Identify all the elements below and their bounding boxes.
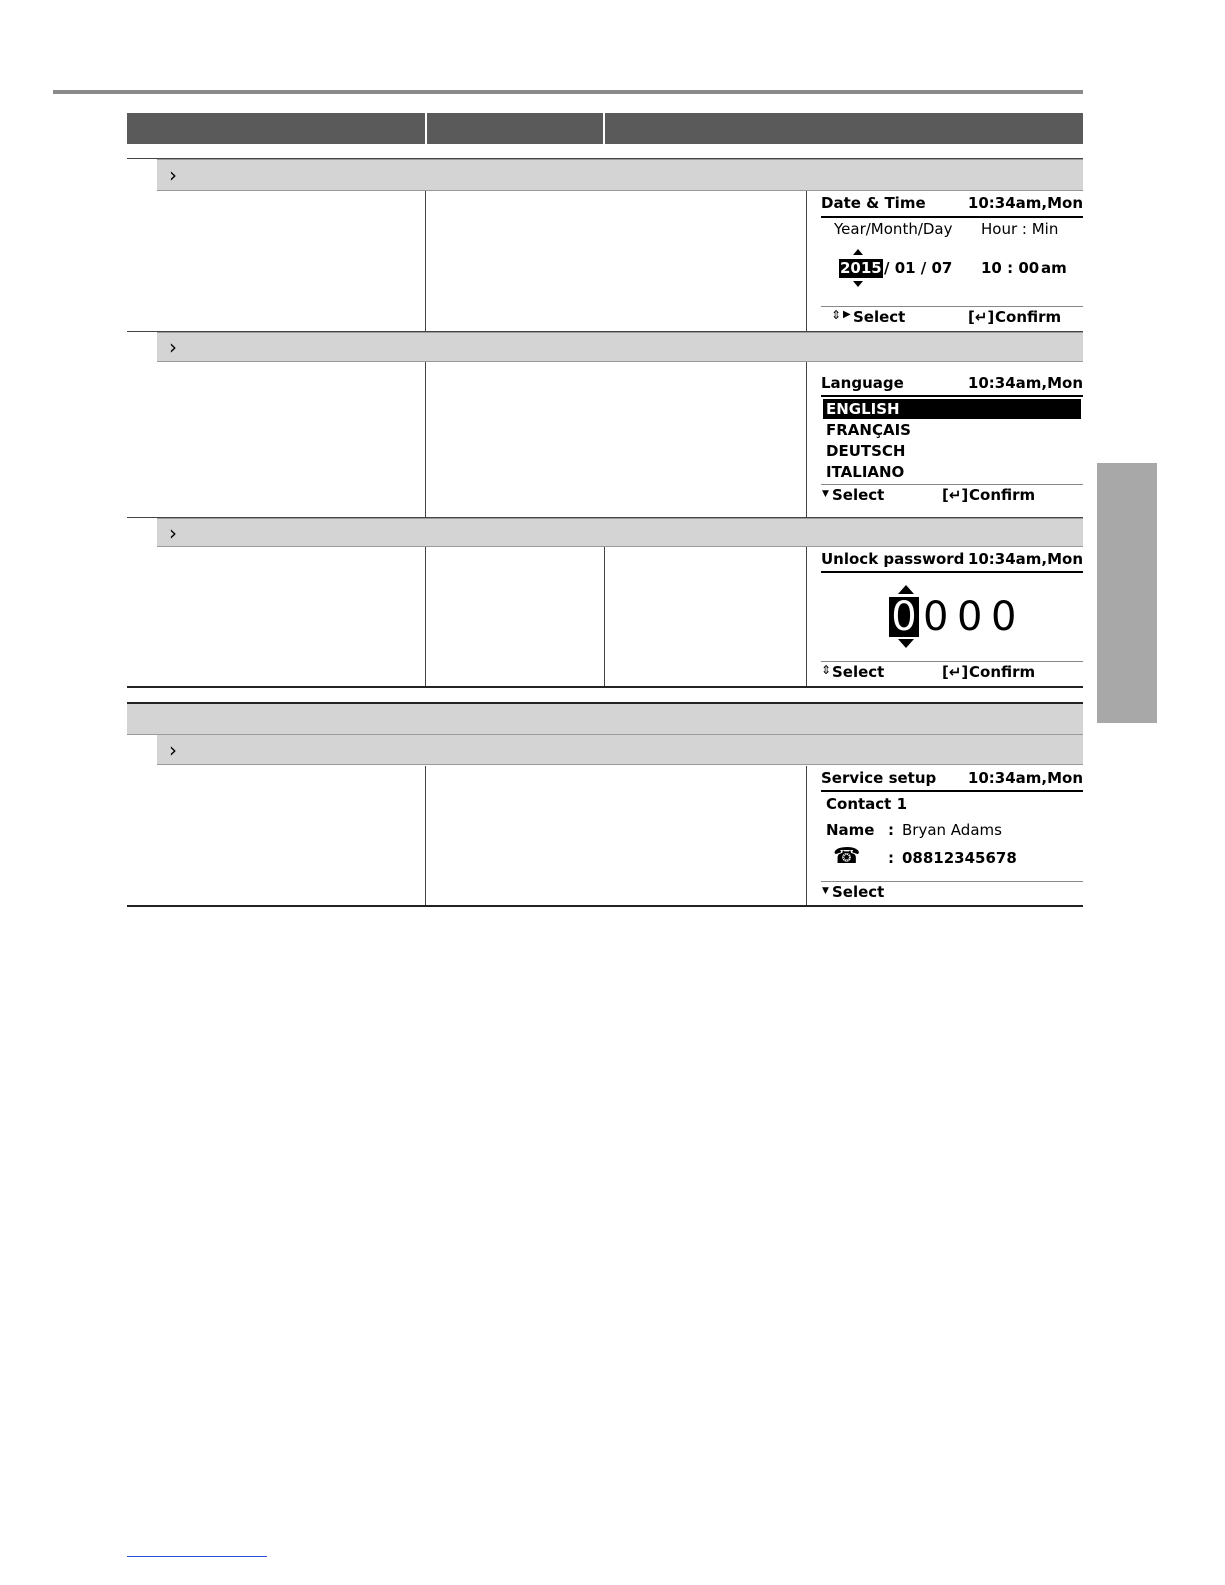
footer-link-underline — [127, 1556, 267, 1557]
chevron-right-icon: › — [169, 163, 177, 187]
down-arrow-icon — [853, 281, 863, 287]
lcd-divider — [821, 395, 1083, 397]
column-divider — [425, 766, 426, 906]
datetime-lcd-screen — [821, 196, 1083, 330]
lcd-title: Language — [821, 374, 904, 392]
lcd-footer-divider — [821, 661, 1083, 662]
password-digit-2[interactable]: 0 — [923, 594, 949, 640]
lcd-title: Date & Time — [821, 194, 926, 212]
lcd-clock: 10:34am,Mon — [967, 769, 1083, 787]
password-digit-1[interactable]: 0 — [889, 597, 919, 637]
time-field[interactable]: 10 : 00 — [981, 259, 1040, 277]
select-hint: Select — [832, 663, 885, 681]
service-lcd-screen — [821, 771, 1083, 905]
enter-key-icon: [↵] — [968, 308, 995, 326]
ampm-field[interactable]: am — [1041, 259, 1067, 277]
up-arrow-icon — [898, 585, 914, 594]
top-rule — [53, 90, 1083, 94]
confirm-hint: Confirm — [969, 486, 1036, 504]
select-hint: Select — [832, 883, 885, 901]
name-colon: : — [888, 821, 894, 839]
phone-colon: : — [888, 849, 894, 867]
lcd-title: Service setup — [821, 769, 937, 787]
down-arrow-icon: ▼ — [822, 886, 829, 896]
column-divider — [425, 547, 426, 687]
section-bar-service — [157, 735, 1083, 765]
section-bar-language — [157, 332, 1083, 362]
select-hint: Select — [832, 486, 885, 504]
language-option-french[interactable]: FRANÇAIS — [826, 421, 911, 439]
language-option-german[interactable]: DEUTSCH — [826, 442, 906, 460]
contact-heading: Contact 1 — [826, 795, 908, 813]
header-divider — [425, 113, 427, 144]
lcd-divider — [821, 790, 1083, 792]
time-column-label: Hour : Min — [981, 220, 1059, 238]
column-divider — [425, 362, 426, 517]
lcd-footer-divider — [821, 306, 1083, 307]
header-divider — [603, 113, 605, 144]
select-hint: Select — [853, 308, 906, 326]
section-bar-password — [157, 518, 1083, 547]
group-bar — [127, 704, 1083, 735]
lcd-footer-divider — [821, 881, 1083, 882]
lcd-clock: 10:34am,Mon — [967, 374, 1083, 392]
chapter-side-tab — [1097, 463, 1157, 723]
column-divider — [806, 191, 807, 331]
contact-phone-value[interactable]: 08812345678 — [902, 849, 1017, 867]
table-bottom-rule — [127, 905, 1083, 907]
password-digit-4[interactable]: 0 — [991, 594, 1017, 640]
confirm-hint: Confirm — [995, 308, 1062, 326]
column-divider — [806, 766, 807, 906]
password-digit-3[interactable]: 0 — [957, 594, 983, 640]
confirm-hint: Confirm — [969, 663, 1036, 681]
lcd-clock: 10:34am,Mon — [967, 550, 1083, 568]
date-column-label: Year/Month/Day — [834, 220, 953, 238]
column-divider — [425, 191, 426, 331]
table-header — [127, 113, 1083, 144]
table-bottom-rule — [127, 686, 1083, 688]
column-divider — [806, 362, 807, 517]
down-arrow-icon: ▼ — [822, 489, 829, 499]
right-arrow-icon: ▶ — [843, 309, 851, 320]
column-divider — [604, 547, 605, 687]
column-divider — [806, 547, 807, 687]
month-day-field[interactable]: / 01 / 07 — [884, 259, 953, 277]
enter-key-icon: [↵] — [942, 486, 969, 504]
lcd-title: Unlock password — [821, 550, 965, 568]
year-field[interactable]: 2015 — [840, 259, 882, 277]
contact-name-value[interactable]: Bryan Adams — [902, 821, 1002, 839]
language-lcd-screen — [821, 376, 1083, 516]
enter-key-icon: [↵] — [942, 663, 969, 681]
lcd-footer-divider — [821, 484, 1083, 485]
lcd-divider — [821, 216, 1083, 218]
telephone-icon: ☎ — [833, 844, 861, 869]
password-lcd-screen — [821, 552, 1083, 686]
updown-arrow-icon: ⇕ — [831, 308, 842, 322]
down-arrow-icon — [898, 639, 914, 648]
chevron-right-icon: › — [169, 335, 177, 359]
name-label: Name — [826, 821, 875, 839]
up-arrow-icon — [853, 249, 863, 255]
lcd-clock: 10:34am,Mon — [967, 194, 1083, 212]
language-option-english[interactable] — [823, 399, 1081, 419]
language-option-italian[interactable]: ITALIANO — [826, 463, 905, 481]
updown-arrow-icon: ⇕ — [821, 663, 832, 677]
lcd-divider — [821, 571, 1083, 573]
chevron-right-icon: › — [169, 520, 177, 545]
chevron-right-icon: › — [169, 737, 177, 762]
section-bar-datetime — [157, 159, 1083, 191]
language-option-label: ENGLISH — [826, 400, 900, 418]
